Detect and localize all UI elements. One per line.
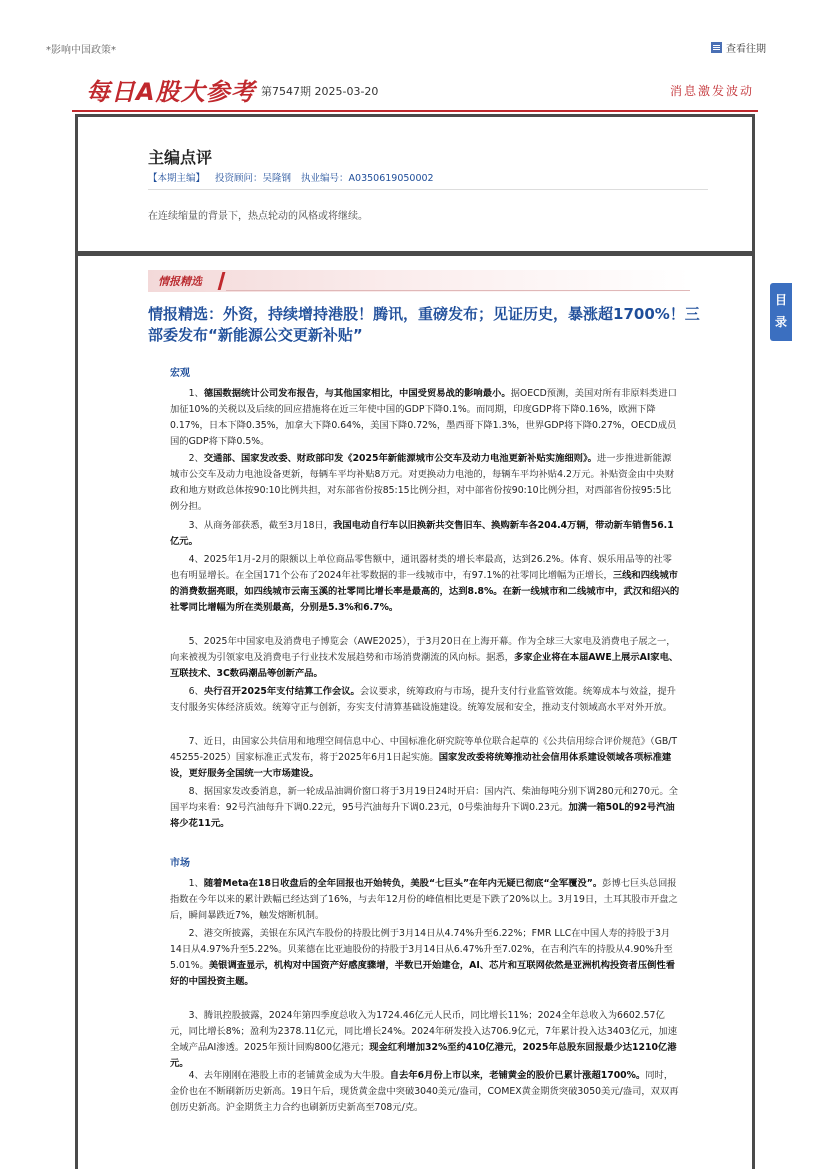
highlight-text: 国家发改委将统筹推动社会信用体系建设领域各项标准建设，更好服务全国统一大市场建设。 <box>170 752 672 779</box>
body-text: 2、 <box>188 453 204 464</box>
body-text: 3、从商务部获悉，截至3月18日， <box>188 520 334 531</box>
body-text: 7、近日，由国家公共信用和地理空间信息中心、中国标准化研究院等单位联合起草的《公共信用综合评价规范》（GB/T 45255-2025）国家标准正式发布，将于2025年6月1日起实施。 <box>170 736 678 763</box>
intel-panel <box>75 253 755 1169</box>
editor-license: 执业编号：A0350619050002 <box>301 173 434 184</box>
editor-comment: 在连续缩量的背景下，热点轮动的风格或将继续。 <box>148 211 368 222</box>
body-text: 进一步推进新能源城市公交车及动力电池设备更新，每辆车平均补贴8万元。对更换动力电池的，每辆车平均补贴4.2万元。补贴资金由中央财政和地方财政总体按90:10比例共担，对东部省份按85:15比例分担，对中部省份按90:10比例分担，对西部省份按95:5比例分担。 <box>170 453 675 512</box>
body-text: 3、腾讯控股披露，2024年第四季度总收入为1724.46亿元人民币，同比增长11%；2024全年总收入为6602.57亿元，同比增长8%；盈利为2378.11亿元，同比增长24%。2024年研发投入达706.9亿元，7年累计投入达3403亿元，加速全域产品AI渗透。2025年预计回购800亿港元； <box>170 1010 677 1053</box>
macro-paragraph <box>170 552 680 616</box>
highlight-text: 德国数据统计公司发布报告，与其他国家相比，中国受贸易战的影响最小。 <box>203 388 511 399</box>
macro-paragraph <box>170 518 680 550</box>
macro-paragraph <box>170 386 680 450</box>
editor-meta <box>148 170 444 184</box>
highlight-text: 多家企业将在本届AWE上展示AI家电、互联技术、3C数码潮品等创新产品。 <box>170 652 679 679</box>
history-link[interactable] <box>711 40 766 55</box>
market-paragraph <box>170 926 680 990</box>
editor-comment-panel <box>75 114 755 254</box>
logo: 每日A股大参考 <box>86 78 256 106</box>
calendar-icon <box>711 42 722 53</box>
issue-info: 第7547期 2025-03-20 <box>261 85 379 98</box>
body-text: 彭博七巨头总回报指数在今年以来的累计跌幅已经达到了16%，与去年12月份的峰值相比更是下跌了20%以上。3月19日，土耳其股市开盘之后，瞬间暴跌近7%，触发熔断机制。 <box>170 878 678 921</box>
masthead-divider <box>72 110 758 112</box>
body-text: 8、据国家发改委消息，新一轮成品油调价窗口将于3月19日24时开启：国内汽、柴油每吨分别下调280元和270元。全国平均来看：92号汽油每升下调0.22元，95号汽油每升下调0.23元，0号柴油每升下调0.23元。 <box>170 786 678 813</box>
editor-advisor: 投资顾问：吴隆钢 <box>215 173 292 184</box>
highlight-text: 交通部、国家发改委、财政部印发《2025年新能源城市公交车及动力电池更新补贴实施细则》。 <box>203 453 597 464</box>
body-text: 4、2025年1月-2月的限额以上单位商品零售额中，通讯器材类的增长率最高，达到26.2%。体育、娱乐用品等的社零也有明显增长。在全国171个公布了2024年社零数据的非一线城市中，有97.1%的社零同比增幅为正增长， <box>170 554 672 581</box>
body-text: 4、去年刚刚在港股上市的老铺黄金成为大牛股。 <box>188 1070 390 1081</box>
macro-paragraph <box>170 634 680 682</box>
market-paragraph <box>170 876 680 924</box>
highlight-text: 央行召开2025年支付结算工作会议。 <box>203 686 360 697</box>
history-link-label: 查看往期 <box>726 44 766 55</box>
macro-paragraph <box>170 734 680 782</box>
body-text: 据OECD预测，美国对所有非原料类进口加征10%的关税以及后续的回应措施将在近三年使中国的GDP下降0.1%。而同期，印度GDP将下降0.16%，欧洲下降0.17%，日本下降0.35%，加拿大下降0.64%，美国下降0.72%，墨西哥下降1.3%，世界GDP将下降0.27%，OECD成员国的GDP将下降0.5%。 <box>170 388 677 447</box>
highlight-text: 我国电动自行车以旧换新共交售旧车、换购新车各204.4万辆，带动新车销售56.1亿元。 <box>170 520 674 547</box>
body-text: 2、港交所披露，美银在东风汽车股份的持股比例于3月14日从4.74%升至6.22%；FMR LLC在中国人寿的持股于3月14日从4.97%升至5.22%。贝莱德在比亚迪股份的持股于3月14日从6.47%升至7.02%，在吉利汽车的持股从4.90%升至5.01%。 <box>170 928 673 971</box>
macro-paragraph <box>170 784 680 832</box>
section-title-market: 市场 <box>170 858 190 869</box>
headline: 情报精选：外资，持续增持港股！腾讯，重磅发布；见证历史，暴涨超1700%！三部委发布“新能源公交更新补贴” <box>148 305 700 344</box>
body-text: 会议要求，统筹政府与市场，提升支付行业监管效能。统筹成本与效益，提升支付服务实体经济质效。统筹守正与创新，夯实支付清算基础设施建设。统筹发展和安全，推动支付领域高水平对外开放。 <box>170 686 676 713</box>
banner-accent-bar <box>218 272 226 290</box>
highlight-text: 加满一箱50L的92号汽油将少花11元。 <box>170 802 675 829</box>
body-text: 6、 <box>188 686 204 697</box>
highlight-text: 自去年6月份上市以来，老铺黄金的股价已累计涨超1700%。 <box>389 1070 646 1081</box>
highlight-text: 现金红利增加32%至约410亿港元，2025年总股东回报最少达1210亿港元。 <box>170 1042 677 1069</box>
body-text: 同时，金价也在不断刷新历史新高。19日午后，现货黄金盘中突破3040美元/盎司，COMEX黄金期货突破3050美元/盎司，双双再创历史新高。沪金期货主力合约也刷新历史新高至708元/克。 <box>170 1070 679 1113</box>
highlight-text: 随着Meta在18日收盘后的全年回报也开始转负，美股“七巨头”在年内无疑已彻底“全军覆没”。 <box>203 878 603 889</box>
market-paragraph <box>170 1008 680 1072</box>
banner-label: 情报精选 <box>158 275 202 288</box>
market-paragraph <box>170 1068 680 1116</box>
slogan: 消息激发波动 <box>669 84 754 98</box>
editor-divider <box>148 189 708 190</box>
body-text: 5、2025年中国家电及消费电子博览会（AWE2025），于3月20日在上海开幕。作为全球三大家电及消费电子展之一，向来被视为引领家电及消费电子行业技术发展趋势和市场消费潮流的风向标。据悉， <box>170 636 676 663</box>
toc-tab[interactable]: 目录 <box>770 283 792 341</box>
body-text: 1、 <box>188 878 204 889</box>
macro-paragraph <box>170 451 680 515</box>
section-banner <box>148 270 690 292</box>
highlight-text: 三线和四线城市的消费数据亮眼，如四线城市云南玉溪的社零同比增长率是最高的，达到8.8%。在新一线城市和二线城市中，武汉和绍兴的社零同比增幅为所在类别最高，分别是5.3%和6.7%。 <box>170 570 680 613</box>
editor-title: 主编点评 <box>148 148 213 167</box>
section-title-macro: 宏观 <box>170 368 190 379</box>
top-note: *影响中国政策* <box>46 45 116 56</box>
masthead <box>72 72 758 106</box>
editor-meta-prefix: 【本期主编】 <box>148 173 206 184</box>
highlight-text: 美银调查显示，机构对中国资产好感度骤增，半数已开始建仓，AI、芯片和互联网依然是亚洲机构投资者压倒性看好的中国投资主题。 <box>170 960 676 987</box>
banner-rule <box>226 290 690 291</box>
body-text: 1、 <box>188 388 204 399</box>
macro-paragraph <box>170 684 680 716</box>
